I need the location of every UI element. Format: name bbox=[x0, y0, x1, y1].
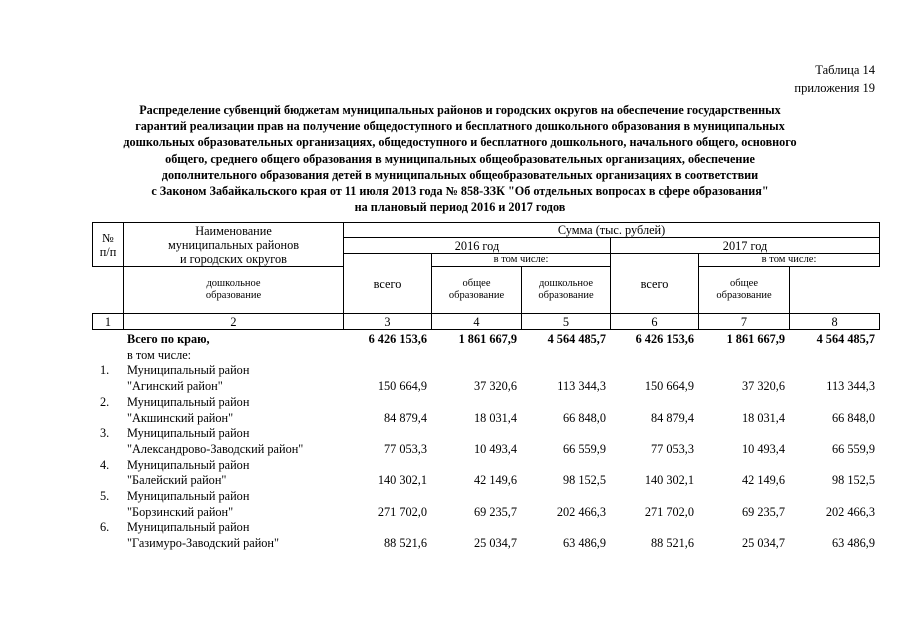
table-cell: 88 521,6 bbox=[650, 536, 694, 551]
title-line: на плановый период 2016 и 2017 годов bbox=[354, 200, 566, 215]
table-cell: 271 702,0 bbox=[644, 504, 694, 519]
row-name-line1: Муниципальный район bbox=[127, 394, 250, 409]
column-number: 3 bbox=[344, 314, 432, 330]
table-cell: 1 861 667,9 bbox=[726, 332, 785, 346]
table-body bbox=[92, 332, 879, 552]
total-row bbox=[92, 332, 879, 348]
including-header-2017: в том числе: bbox=[699, 254, 880, 267]
table-cell: 6 426 153,6 bbox=[635, 332, 694, 346]
row-index: 2. bbox=[100, 394, 110, 409]
table-row bbox=[92, 442, 879, 458]
table-cell: 69 235,7 bbox=[741, 504, 785, 519]
including-header-2016: в том числе: bbox=[432, 254, 611, 267]
table-cell: 271 702,0 bbox=[377, 504, 427, 519]
table-cell: 63 486,9 bbox=[562, 536, 606, 551]
row-index: 4. bbox=[100, 457, 110, 472]
row-name-line1: Муниципальный район bbox=[127, 489, 250, 504]
table-row bbox=[92, 426, 879, 442]
table-cell: 77 053,3 bbox=[650, 441, 694, 456]
column-number: 5 bbox=[522, 314, 611, 330]
table-row bbox=[92, 473, 879, 489]
row-name-line2: "Александрово-Заводский район" bbox=[127, 441, 304, 456]
table-cell: 25 034,7 bbox=[473, 536, 517, 551]
table-cell: 113 344,3 bbox=[826, 379, 875, 394]
table-cell: 25 034,7 bbox=[741, 536, 785, 551]
table-cell: 18 031,4 bbox=[741, 410, 785, 425]
table-cell: 4 564 485,7 bbox=[547, 332, 606, 346]
table-row bbox=[92, 458, 879, 474]
table-cell: 66 848,0 bbox=[831, 410, 875, 425]
column-number: 6 bbox=[611, 314, 699, 330]
table-cell: 140 302,1 bbox=[644, 473, 694, 488]
column-header-name: Наименование муниципальных районов и городских округов bbox=[124, 223, 344, 267]
table-cell: 66 848,0 bbox=[562, 410, 606, 425]
annex-label: приложения 19 bbox=[794, 81, 875, 95]
table-cell: 6 426 153,6 bbox=[368, 332, 427, 346]
table-cell: 202 466,3 bbox=[556, 504, 606, 519]
table-cell: 77 053,3 bbox=[383, 441, 427, 456]
row-name-line1: Муниципальный район bbox=[127, 363, 250, 378]
row-name-line1: Муниципальный район bbox=[127, 520, 250, 535]
title-line: Распределение субвенций бюджетам муниципальных районов и городских округов на обеспечение государственных bbox=[139, 103, 781, 117]
table-cell: 140 302,1 bbox=[377, 473, 427, 488]
title-line: дополнительного образования детей в муниципальных общеобразовательных организациях в соответствии bbox=[161, 167, 759, 182]
column-number: 4 bbox=[432, 314, 522, 330]
year-header-2016: 2016 год bbox=[344, 238, 611, 254]
table-cell: 202 466,3 bbox=[825, 504, 875, 519]
column-header-general-2017: общее образование bbox=[699, 267, 790, 314]
table-cell: 98 152,5 bbox=[562, 473, 606, 488]
sum-header: Сумма (тыс. рублей) bbox=[344, 223, 880, 238]
table-cell: 4 564 485,7 bbox=[816, 332, 875, 346]
total-label: Всего по краю, bbox=[127, 332, 210, 346]
table-row bbox=[92, 536, 879, 552]
table-label: Таблица 14 bbox=[815, 63, 875, 77]
table-cell: 18 031,4 bbox=[473, 410, 517, 425]
table-cell: 1 861 667,9 bbox=[458, 332, 517, 346]
table-cell: 42 149,6 bbox=[473, 473, 517, 488]
title-line: общего, среднего общего образования в муниципальных общеобразовательных организациях, обеспечение bbox=[165, 151, 755, 166]
table-row bbox=[92, 505, 879, 521]
row-index: 6. bbox=[100, 520, 110, 535]
table-cell: 37 320,6 bbox=[473, 379, 517, 394]
table-cell: 42 149,6 bbox=[741, 473, 785, 488]
table-cell: 84 879,4 bbox=[383, 410, 427, 425]
row-name-line1: Муниципальный район bbox=[127, 426, 250, 441]
table-row bbox=[92, 395, 879, 411]
table-row bbox=[92, 489, 879, 505]
table-cell: 66 559,9 bbox=[562, 441, 606, 456]
column-header-total-2017: всего bbox=[611, 254, 699, 314]
table-cell: 98 152,5 bbox=[831, 473, 875, 488]
table-cell: 84 879,4 bbox=[650, 410, 694, 425]
including-label: в том числе: bbox=[127, 347, 192, 362]
table-cell: 37 320,6 bbox=[741, 379, 785, 394]
table-row bbox=[92, 379, 879, 395]
title-line: дошкольных образовательных организациях, общедоступного и бесплатного дошкольного, начального общего, основного bbox=[123, 135, 797, 150]
column-number: 2 bbox=[124, 314, 344, 330]
table-cell: 150 664,9 bbox=[644, 379, 694, 394]
table-cell: 113 344,3 bbox=[557, 379, 606, 394]
row-name-line2: "Агинский район" bbox=[127, 379, 223, 394]
table-cell: 66 559,9 bbox=[831, 441, 875, 456]
row-index: 5. bbox=[100, 489, 110, 504]
table-cell: 63 486,9 bbox=[831, 536, 875, 551]
year-header-2017: 2017 год bbox=[611, 238, 880, 254]
table-cell: 150 664,9 bbox=[377, 379, 427, 394]
including-row bbox=[92, 348, 879, 364]
table-header bbox=[92, 222, 880, 330]
column-header-preschool-2017: дошкольное образование bbox=[522, 267, 611, 314]
column-header-preschool-2016: дошкольное образование bbox=[124, 267, 344, 314]
column-header-total-2016: всего bbox=[344, 254, 432, 314]
table-cell: 10 493,4 bbox=[473, 441, 517, 456]
document-title bbox=[60, 102, 860, 215]
row-name-line2: "Газимуро-Заводский район" bbox=[127, 536, 280, 551]
table-row bbox=[92, 363, 879, 379]
column-number: 1 bbox=[93, 314, 124, 330]
column-header-general-2016: общее образование bbox=[432, 267, 522, 314]
table-row bbox=[92, 411, 879, 427]
table-cell: 69 235,7 bbox=[473, 504, 517, 519]
row-name-line1: Муниципальный район bbox=[127, 457, 250, 472]
row-index: 3. bbox=[100, 426, 110, 441]
row-index: 1. bbox=[100, 363, 110, 378]
row-name-line2: "Акшинский район" bbox=[127, 410, 234, 425]
column-header-number: № п/п bbox=[93, 223, 124, 267]
column-number: 8 bbox=[790, 314, 880, 330]
row-name-line2: "Балейский район" bbox=[127, 473, 227, 488]
title-line: с Законом Забайкальского края от 11 июля 2013 года № 858-ЗЗК "Об отдельных вопросах в сфере образования" bbox=[151, 184, 769, 199]
row-name-line2: "Борзинский район" bbox=[127, 504, 234, 519]
table-row bbox=[92, 520, 879, 536]
table-cell: 10 493,4 bbox=[741, 441, 785, 456]
column-number: 7 bbox=[699, 314, 790, 330]
title-line: гарантий реализации прав на получение общедоступного и бесплатного дошкольного образования в муниципальных bbox=[135, 119, 785, 134]
table-cell: 88 521,6 bbox=[383, 536, 427, 551]
